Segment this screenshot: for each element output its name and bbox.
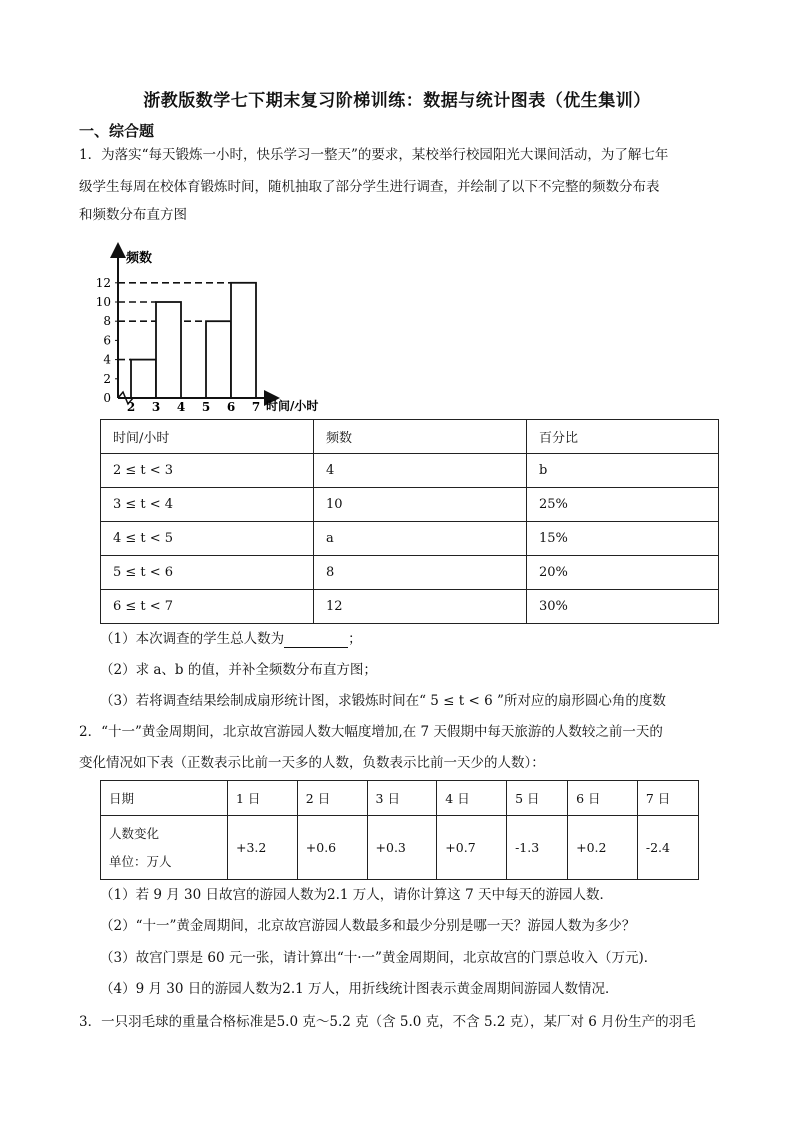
cell-percent: 15% — [527, 522, 719, 556]
q2-sub-1: （1）若 9 月 30 日故宫的游园人数为2.1 万人，请你计算这 7 天中每天的游园人数． — [100, 887, 613, 903]
cell-percent: 30% — [527, 590, 719, 624]
table-row — [101, 590, 719, 624]
x-tick-label: 7 — [251, 400, 261, 414]
table-header-row — [101, 420, 719, 454]
value-cell: +0.2 — [568, 816, 638, 880]
section-heading: 一、综合题 — [79, 122, 155, 140]
value-cell: -2.4 — [637, 816, 698, 880]
y-tick-label: 10 — [96, 295, 111, 309]
header-cell: 1 日 — [228, 781, 298, 816]
q3-number: 3． — [79, 1014, 102, 1030]
y-tick-label: 8 — [103, 314, 111, 329]
table-row — [101, 556, 719, 590]
q1-line-1 — [79, 146, 668, 164]
q1-sub-1 — [100, 630, 362, 648]
cell-frequency: 12 — [314, 590, 527, 624]
histogram-bar — [156, 302, 181, 398]
q1-sub-2: （2）求 a、b 的值，并补全频数分布直方图； — [100, 662, 377, 678]
cell-interval: 5 ≤ t < 6 — [101, 556, 314, 590]
table-row — [101, 488, 719, 522]
cell-interval: 4 ≤ t < 5 — [101, 522, 314, 556]
q3-text-1: 一只羽毛球的重量合格标准是5.0 克～5.2 克（含 5.0 克，不含 5.2 克），某厂对 6 月份生产的羽毛 — [101, 1014, 696, 1030]
frequency-histogram — [96, 240, 346, 415]
table-header-row — [101, 781, 699, 816]
cell-percent: 20% — [527, 556, 719, 590]
y-tick-label: 4 — [103, 352, 111, 367]
header-cell: 4 日 — [437, 781, 507, 816]
table-row — [101, 816, 699, 880]
cell-interval: 6 ≤ t < 7 — [101, 590, 314, 624]
q1-sub-3: （3）若将调查结果绘制成扇形统计图，求锻炼时间在“ 5 ≤ t < 6 ”所对应的扇形圆心角的度数 — [100, 693, 666, 709]
x-axis-label: 时间/小时 — [266, 399, 319, 413]
q2-text-1: “十一”黄金周期间，北京故宫游园人数大幅度增加,在 7 天假期中每天旅游的人数较之前一天的 — [101, 724, 663, 740]
q1-line-2: 级学生每周在校体育锻炼时间，随机抽取了部分学生进行调查，并绘制了以下不完整的频数分布表 — [79, 179, 660, 195]
header-cell: 频数 — [314, 420, 527, 454]
cell-frequency: a — [314, 522, 527, 556]
y-tick-label: 2 — [103, 371, 111, 386]
page-title: 浙教版数学七下期末复习阶梯训练：数据与统计图表（优生集训） — [143, 91, 651, 111]
x-tick-labels — [127, 400, 260, 414]
q2-sub-4: （4）9 月 30 日的游园人数为2.1 万人，用折线统计图表示黄金周期间游园人数情况． — [100, 981, 619, 997]
row-label-1: 人数变化 — [109, 825, 160, 841]
x-tick-label: 2 — [126, 400, 136, 414]
value-cell: +0.6 — [297, 816, 367, 880]
q1-sub-1-text: （1）本次调查的学生总人数为 — [100, 631, 285, 647]
cell-interval: 3 ≤ t < 4 — [101, 488, 314, 522]
q2-line-1 — [79, 723, 663, 741]
q1-number: 1． — [79, 147, 102, 163]
cell-percent: 25% — [527, 488, 719, 522]
visitor-change-table — [100, 780, 699, 880]
q1-line-3: 和频数分布直方图 — [79, 207, 187, 223]
q2-sub-3: （3）故宫门票是 60 元一张，请计算出“十·一”黄金周期间，北京故宫的门票总收入（万元)． — [100, 950, 658, 966]
value-cell: -1.3 — [507, 816, 568, 880]
y-tick-label: 0 — [103, 391, 111, 405]
cell-interval: 2 ≤ t < 3 — [101, 454, 314, 488]
x-tick-label: 5 — [201, 400, 211, 414]
y-axis-label: 频数 — [126, 251, 153, 266]
y-tick-label: 12 — [96, 275, 111, 290]
q2-line-2: 变化情况如下表（正数表示比前一天多的人数，负数表示比前一天少的人数）： — [79, 755, 545, 771]
histogram-bar — [231, 283, 256, 398]
row-label-2: 单位：万人 — [109, 853, 172, 869]
answer-blank[interactable] — [284, 633, 348, 648]
header-cell: 3 日 — [367, 781, 437, 816]
q3-line-1 — [79, 1013, 696, 1031]
table-row — [101, 522, 719, 556]
x-tick-label: 6 — [226, 400, 236, 414]
header-cell: 百分比 — [527, 420, 719, 454]
cell-frequency: 4 — [314, 454, 527, 488]
histogram-bar — [131, 360, 156, 398]
value-cell: +3.2 — [228, 816, 298, 880]
header-cell: 6 日 — [568, 781, 638, 816]
value-cell: +0.7 — [437, 816, 507, 880]
q1-text-1: 为落实“每天锻炼一小时，快乐学习一整天”的要求，某校举行校园阳光大课间活动，为了解七年 — [101, 147, 669, 163]
cell-frequency: 10 — [314, 488, 527, 522]
value-cell: +0.3 — [367, 816, 437, 880]
header-cell: 时间/小时 — [101, 420, 314, 454]
frequency-table — [100, 419, 719, 624]
cell-frequency: 8 — [314, 556, 527, 590]
q2-sub-2: （2）“十一”黄金周期间，北京故宫游园人数最多和最少分别是哪一天？游园人数为多少？ — [100, 918, 636, 934]
y-tick-labels — [96, 276, 118, 405]
histogram-bars — [131, 283, 256, 398]
q1-sub-1-end: ； — [348, 631, 362, 647]
table-row — [101, 454, 719, 488]
x-tick-label: 4 — [176, 400, 186, 414]
histogram-bar — [206, 321, 231, 398]
header-cell: 2 日 — [297, 781, 367, 816]
header-cell: 7 日 — [637, 781, 698, 816]
row-label-cell — [101, 816, 228, 880]
header-cell: 5 日 — [507, 781, 568, 816]
q2-number: 2． — [79, 724, 102, 740]
header-cell: 日期 — [101, 781, 228, 816]
cell-percent: b — [527, 454, 719, 488]
x-tick-label: 3 — [151, 400, 161, 414]
y-tick-label: 6 — [103, 333, 111, 348]
